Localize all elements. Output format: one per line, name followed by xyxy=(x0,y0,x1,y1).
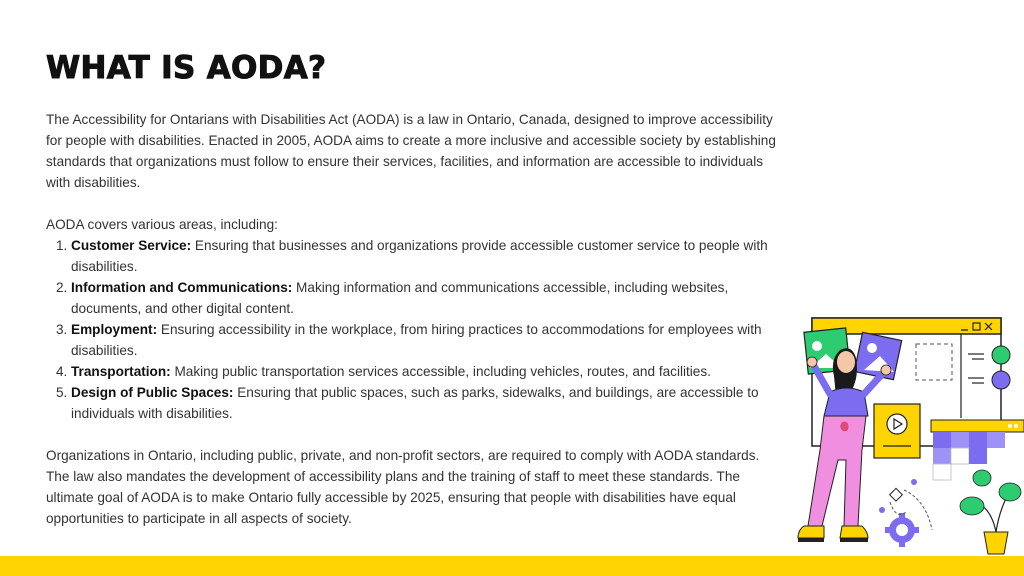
gear-icon xyxy=(885,513,919,547)
list-item xyxy=(46,235,786,277)
list-term: Information and Communications: xyxy=(71,280,293,295)
list-text: Ensuring that businesses and organizations provide accessible customer service to people with disabilities. xyxy=(71,238,768,274)
plant-icon xyxy=(960,470,1021,554)
list-term: Customer Service: xyxy=(71,238,192,253)
areas-list xyxy=(46,235,786,424)
accessibility-illustration xyxy=(786,300,1024,562)
areas-heading: AODA covers various areas, including: xyxy=(46,217,278,232)
conclusion-paragraph: Organizations in Ontario, including public, private, and non-profit sectors, are required to comply with AODA standards. The law also mandates the development of accessibility plans and the training of staff to meet these standards. The ultimate goal of AODA is to make Ontario fully accessible by 2025, ensuring that people with disabilities have equal opportunities to participate in all aspects of society. xyxy=(46,448,760,526)
list-item xyxy=(46,277,786,319)
list-number: 3. xyxy=(56,322,68,337)
list-item xyxy=(46,361,786,382)
list-term: Design of Public Spaces: xyxy=(71,385,234,400)
list-item xyxy=(46,319,786,361)
bottom-accent-bar xyxy=(0,556,1024,576)
slide-body xyxy=(46,109,786,529)
list-number: 4. xyxy=(56,364,68,379)
list-text: Ensuring that public spaces, such as parks, sidewalks, and buildings, are accessible to individuals with disabilities. xyxy=(71,385,759,421)
intro-paragraph: The Accessibility for Ontarians with Disabilities Act (AODA) is a law in Ontario, Canada, designed to improve accessibility for people with disabilities. Enacted in 2005, AODA aims to create a more inclusive and accessible society by establishing standards that organizations must follow to ensure their services, facilities, and information are accessible to individuals with disabilities. xyxy=(46,112,776,190)
list-term: Employment: xyxy=(71,322,158,337)
play-icon xyxy=(887,414,907,434)
list-term: Transportation: xyxy=(71,364,171,379)
video-panel xyxy=(874,404,920,458)
page-title: WHAT IS AODA? xyxy=(46,50,327,86)
list-text: Making information and communications accessible, including websites, documents, and other digital content. xyxy=(71,280,729,316)
list-number: 5. xyxy=(56,385,68,400)
list-item xyxy=(46,382,786,424)
image-icon xyxy=(854,332,901,379)
list-number: 2. xyxy=(56,280,68,295)
list-text: Making public transportation services accessible, including vehicles, routes, and facilities. xyxy=(170,364,711,379)
list-text: Ensuring accessibility in the workplace, from hiring practices to accommodations for employees with disabilities. xyxy=(71,322,762,358)
list-number: 1. xyxy=(56,238,68,253)
